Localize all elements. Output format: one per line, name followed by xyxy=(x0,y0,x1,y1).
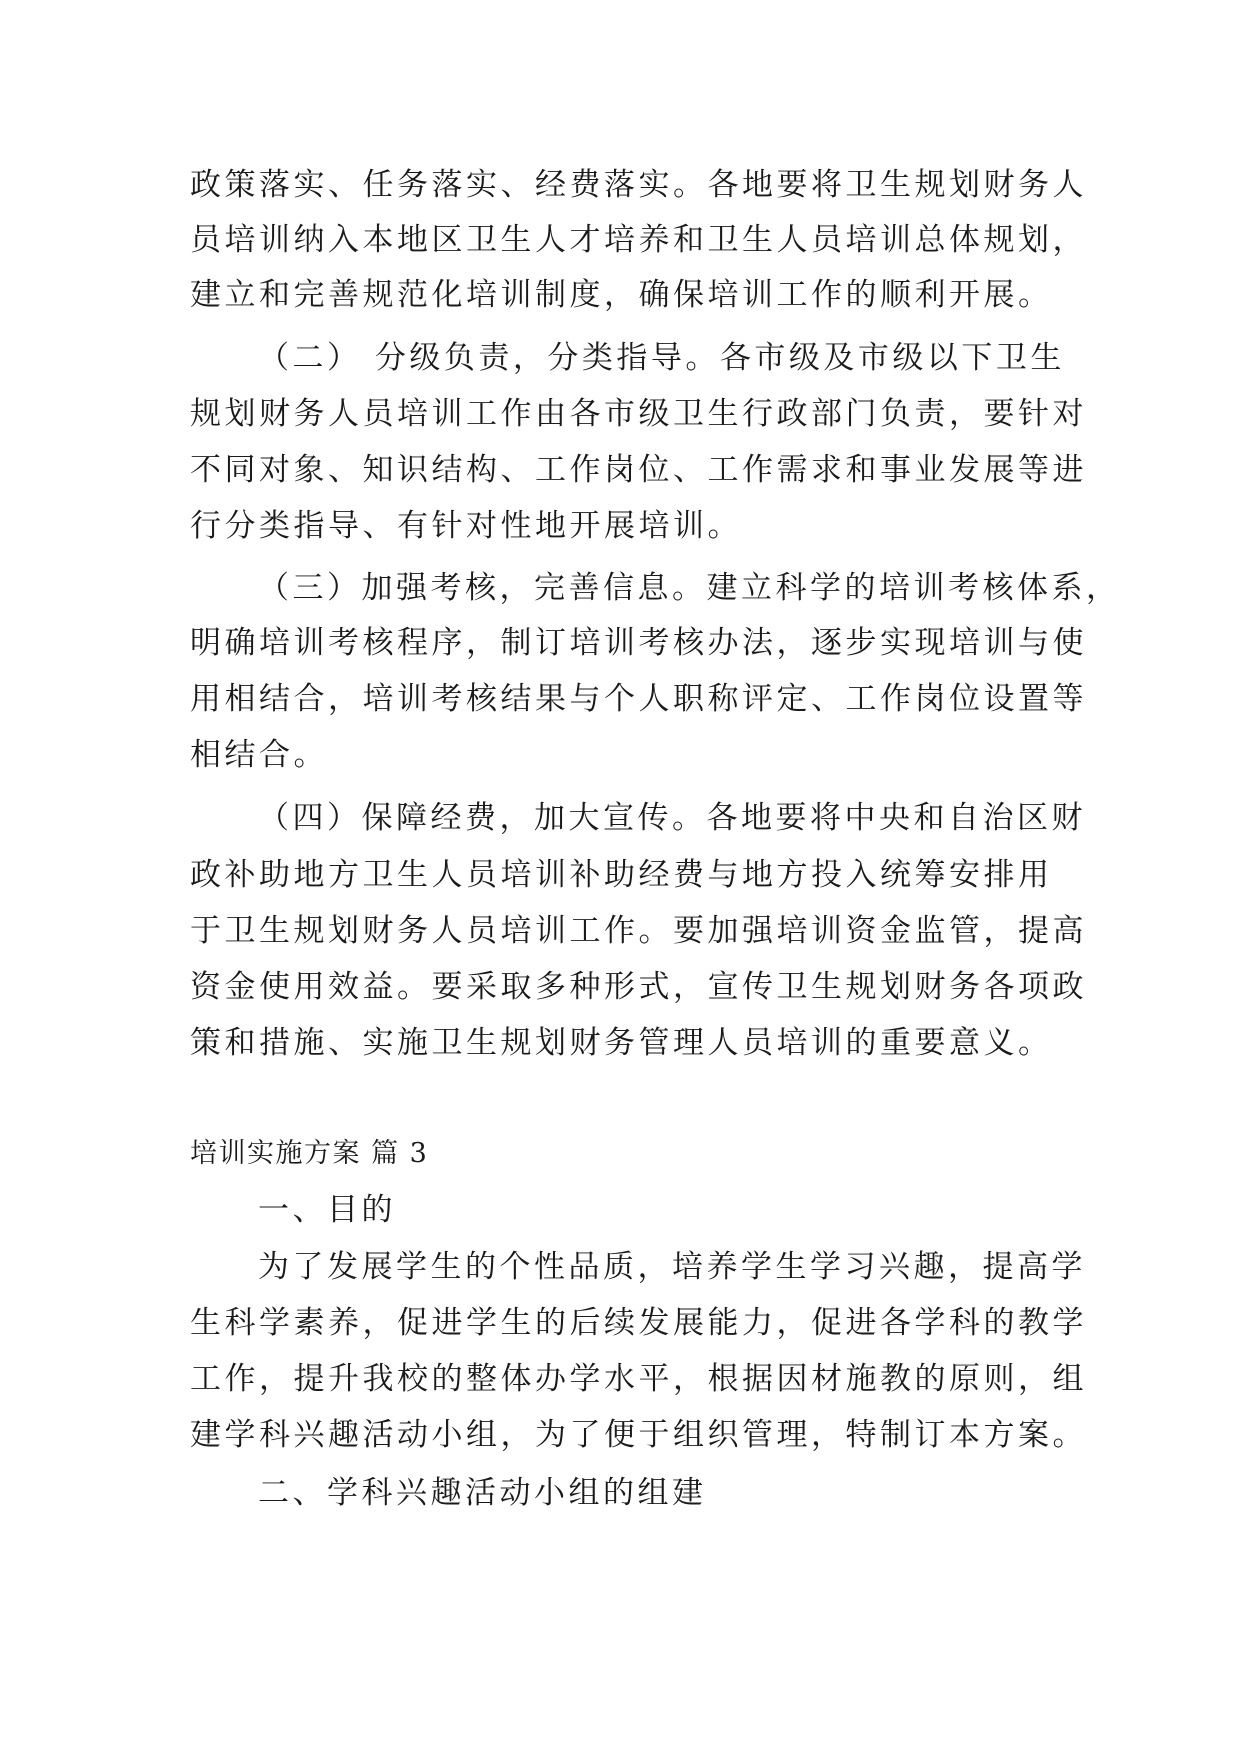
paragraph-line: 行分类指导、有针对性地开展培训。 xyxy=(190,508,742,544)
paragraph-line: 建立和完善规范化培训制度，确保培训工作的顺利开展。 xyxy=(190,277,1053,313)
paragraph-line: 不同对象、知识结构、工作岗位、工作需求和事业发展等进 xyxy=(190,452,1087,488)
paragraph-line: 相结合。 xyxy=(190,737,328,773)
paragraph-line: 生科学素养，促进学生的后续发展能力，促进各学科的教学 xyxy=(190,1305,1087,1341)
paragraph-line: 建学科兴趣活动小组，为了便于组织管理，特制订本方案。 xyxy=(190,1417,1087,1453)
subheading: 一、目的 xyxy=(258,1192,396,1228)
paragraph-line: 政策落实、任务落实、经费落实。各地要将卫生规划财务人 xyxy=(190,167,1087,203)
paragraph-line: 工作，提升我校的整体办学水平，根据因材施教的原则，组 xyxy=(190,1361,1087,1397)
paragraph-line: 明确培训考核程序，制订培训考核办法，逐步实现培训与使 xyxy=(190,625,1087,661)
paragraph-line: 为了发展学生的个性品质，培养学生学习兴趣，提高学 xyxy=(258,1249,1086,1285)
paragraph-line: 资金使用效益。要采取多种形式，宣传卫生规划财务各项政 xyxy=(190,969,1087,1005)
paragraph-line: （三）加强考核，完善信息。建立科学的培训考核体系， xyxy=(258,570,1121,606)
paragraph-line: （四）保障经费，加大宣传。各地要将中央和自治区财 xyxy=(258,800,1086,836)
paragraph-line: 策和措施、实施卫生规划财务管理人员培训的重要意义。 xyxy=(190,1025,1053,1061)
paragraph-line: 于卫生规划财务人员培训工作。要加强培训资金监管，提高 xyxy=(190,913,1087,949)
paragraph-line: 政补助地方卫生人员培训补助经费与地方投入统筹安排用 xyxy=(190,857,1053,893)
paragraph-line: （二） 分级负责，分类指导。各市级及市级以下卫生 xyxy=(258,340,1065,376)
paragraph-line: 用相结合，培训考核结果与个人职称评定、工作岗位设置等 xyxy=(190,681,1087,717)
section-title: 培训实施方案 篇 3 xyxy=(190,1138,429,1169)
paragraph-line: 员培训纳入本地区卫生人才培养和卫生人员培训总体规划， xyxy=(190,222,1087,258)
subheading: 二、学科兴趣活动小组的组建 xyxy=(258,1475,707,1511)
paragraph-line: 规划财务人员培训工作由各市级卫生行政部门负责，要针对 xyxy=(190,396,1087,432)
